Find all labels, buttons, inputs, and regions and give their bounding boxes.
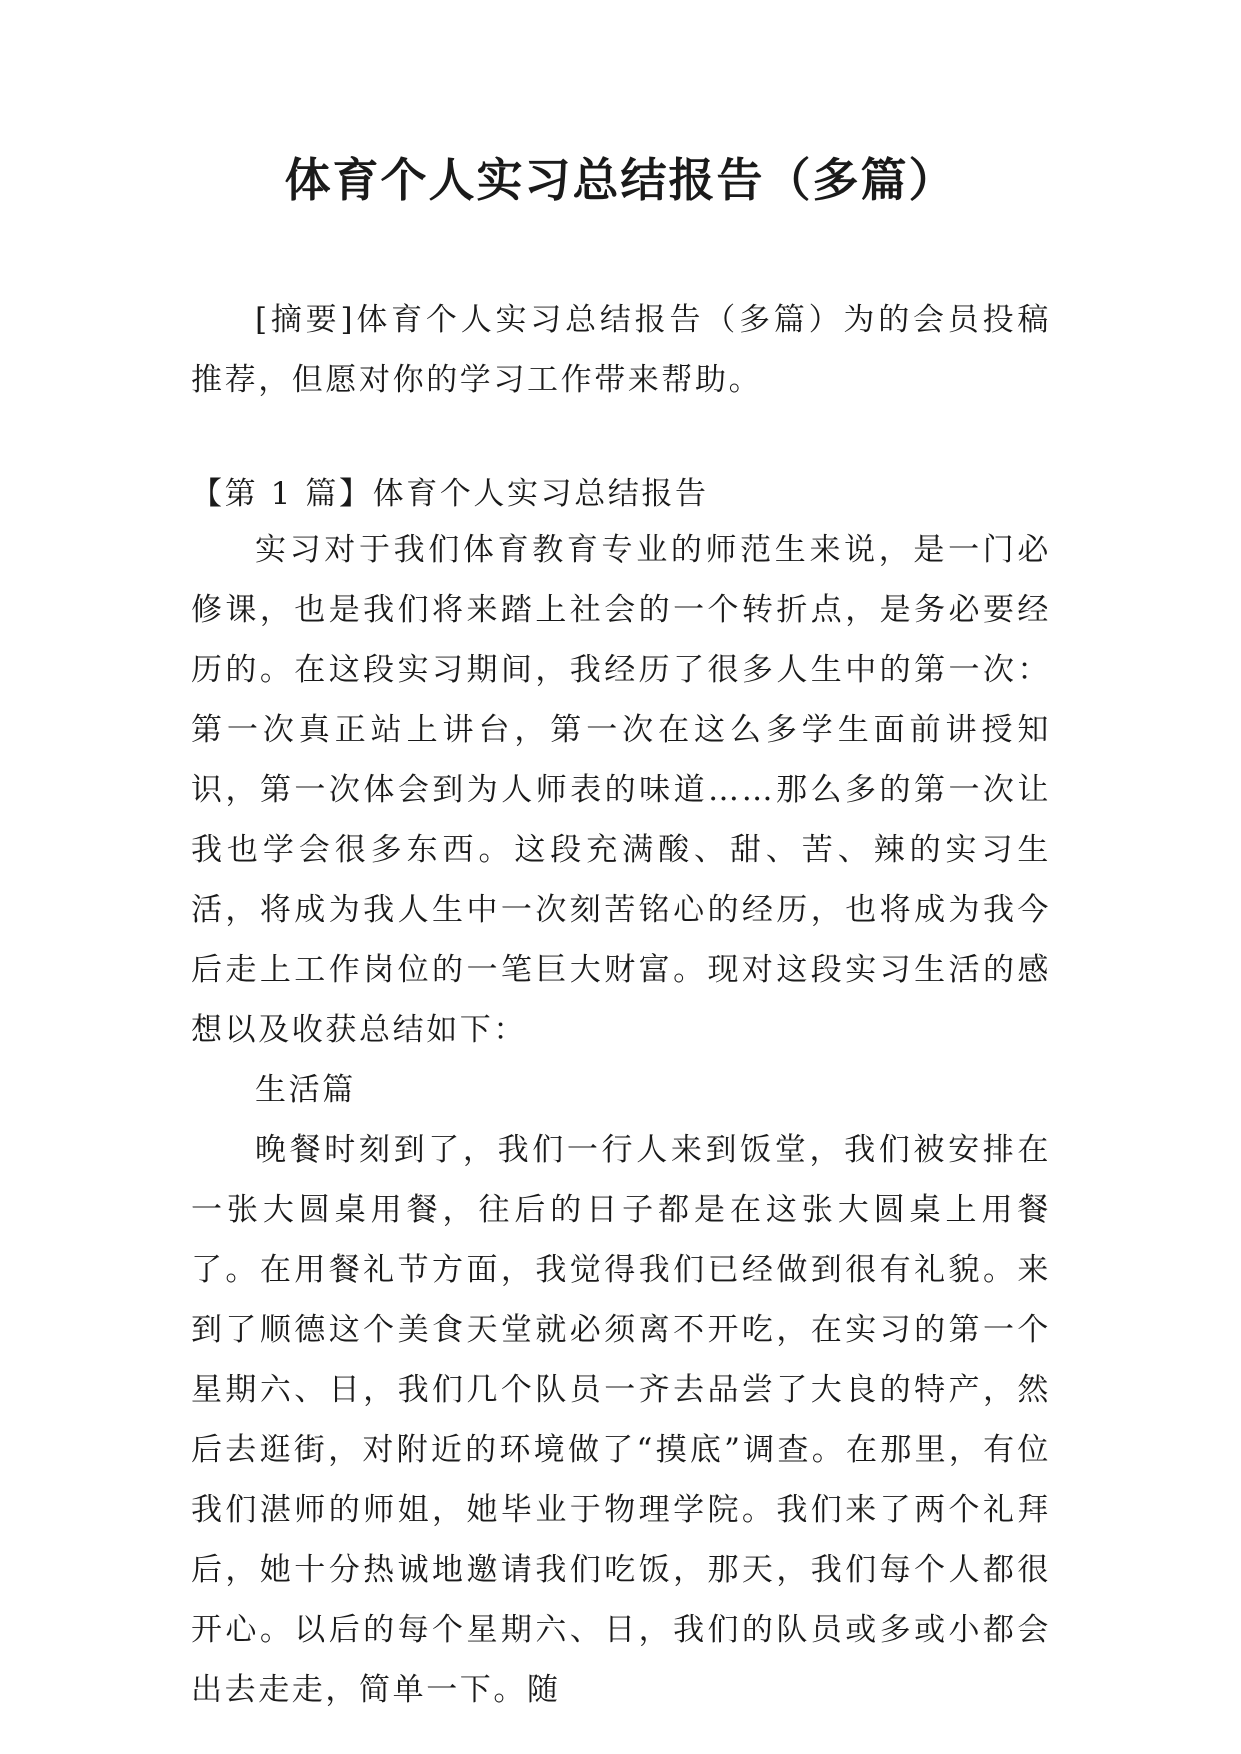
- abstract-block: [191, 290, 1051, 410]
- subheading-paragraph: 生活篇: [255, 1072, 356, 1108]
- section-heading-block: [191, 464, 1051, 524]
- abstract-paragraph: [摘要]体育个人实习总结报告（多篇）为的会员投稿推荐，但愿对你的学习工作带来帮助。: [191, 302, 1051, 398]
- body-paragraph: 晚餐时刻到了，我们一行人来到饭堂，我们被安排在一张大圆桌用餐，往后的日子都是在这张大圆桌上用餐了。在用餐礼节方面，我觉得我们已经做到很有礼貌。来到了顺德这个美食天堂就必须离不开吃，在实习的第一个星期六、日，我们几个队员一齐去品尝了大良的特产，然后去逛街，对附近的环境做了“摸底”调查。在那里，有位我们湛师的师姐，她毕业于物理学院。我们来了两个礼拜后，她十分热诚地邀请我们吃饭，那天，我们每个人都很开心。以后的每个星期六、日，我们的队员或多或小都会出去走走，简单一下。随: [191, 1132, 1051, 1708]
- document-title: 体育个人实习总结报告（多篇）: [284, 153, 957, 207]
- section-heading: 【第 1 篇】体育个人实习总结报告: [191, 476, 709, 512]
- section-body: [191, 520, 1051, 1720]
- body-paragraph: 实习对于我们体育教育专业的师范生来说，是一门必修课，也是我们将来踏上社会的一个转折点，是务必要经历的。在这段实习期间，我经历了很多人生中的第一次：第一次真正站上讲台，第一次在这么多学生面前讲授知识，第一次体会到为人师表的味道……那么多的第一次让我也学会很多东西。这段充满酸、甜、苦、辣的实习生活，将成为我人生中一次刻苦铭心的经历，也将成为我今后走上工作岗位的一笔巨大财富。现对这段实习生活的感想以及收获总结如下：: [191, 532, 1051, 1048]
